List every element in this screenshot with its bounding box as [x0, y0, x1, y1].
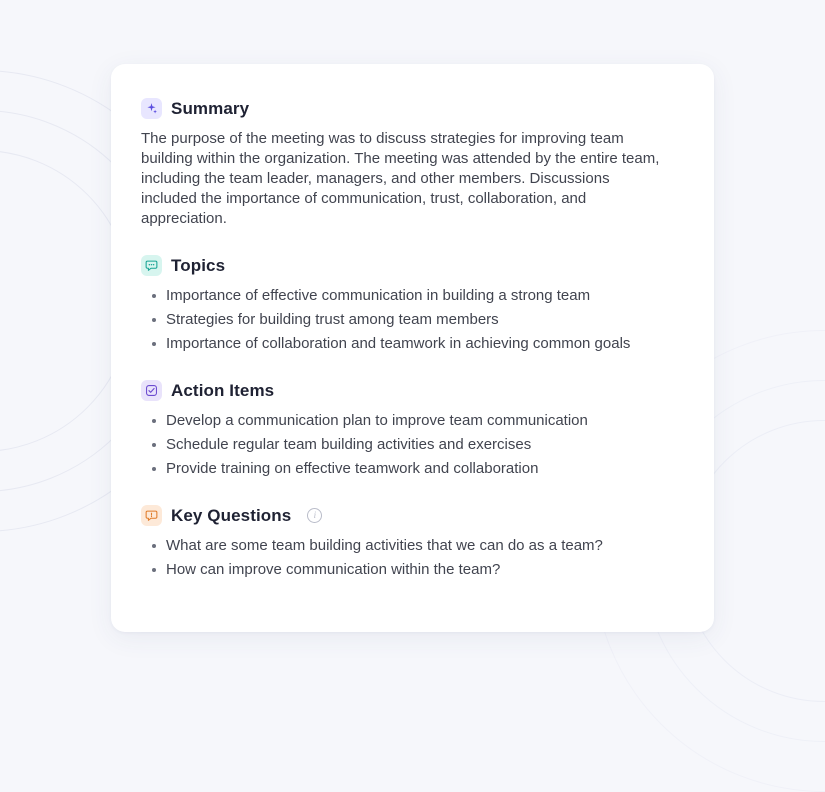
section-key-questions-header [141, 505, 684, 526]
meeting-notes-card [111, 64, 714, 632]
action-items-list [141, 411, 684, 479]
section-topics-header [141, 255, 684, 276]
chat-bubble-icon [141, 255, 162, 276]
section-title: Key Questions [171, 505, 292, 525]
checked-square-icon [141, 380, 162, 401]
section-key-questions [141, 505, 684, 580]
key-questions-list [141, 536, 684, 580]
question-bubble-icon [141, 505, 162, 526]
list-item: Develop a communication plan to improve team communication [141, 411, 684, 431]
section-title: Summary [171, 98, 250, 118]
info-icon[interactable]: i [307, 508, 322, 523]
section-summary [141, 98, 684, 229]
list-item: Strategies for building trust among team members [141, 310, 684, 330]
list-item: What are some team building activities that we can do as a team? [141, 536, 684, 556]
section-title: Action Items [171, 380, 275, 400]
section-summary-header [141, 98, 684, 119]
section-action-items [141, 380, 684, 479]
section-action-items-header [141, 380, 684, 401]
section-topics [141, 255, 684, 354]
list-item: How can improve communication within the team? [141, 560, 684, 580]
list-item: Importance of collaboration and teamwork in achieving common goals [141, 334, 684, 354]
topics-list [141, 286, 684, 354]
sparkle-icon [141, 98, 162, 119]
list-item: Schedule regular team building activities and exercises [141, 435, 684, 455]
list-item: Importance of effective communication in building a strong team [141, 286, 684, 306]
summary-paragraph: The purpose of the meeting was to discuss strategies for improving team building within the organization. The meeting was attended by the entire team, including the team leader, managers, and other members. Discussions included the importance of communication, trust, collaboration, and appreciation. [141, 130, 660, 227]
list-item: Provide training on effective teamwork and collaboration [141, 459, 684, 479]
section-title: Topics [171, 255, 226, 275]
